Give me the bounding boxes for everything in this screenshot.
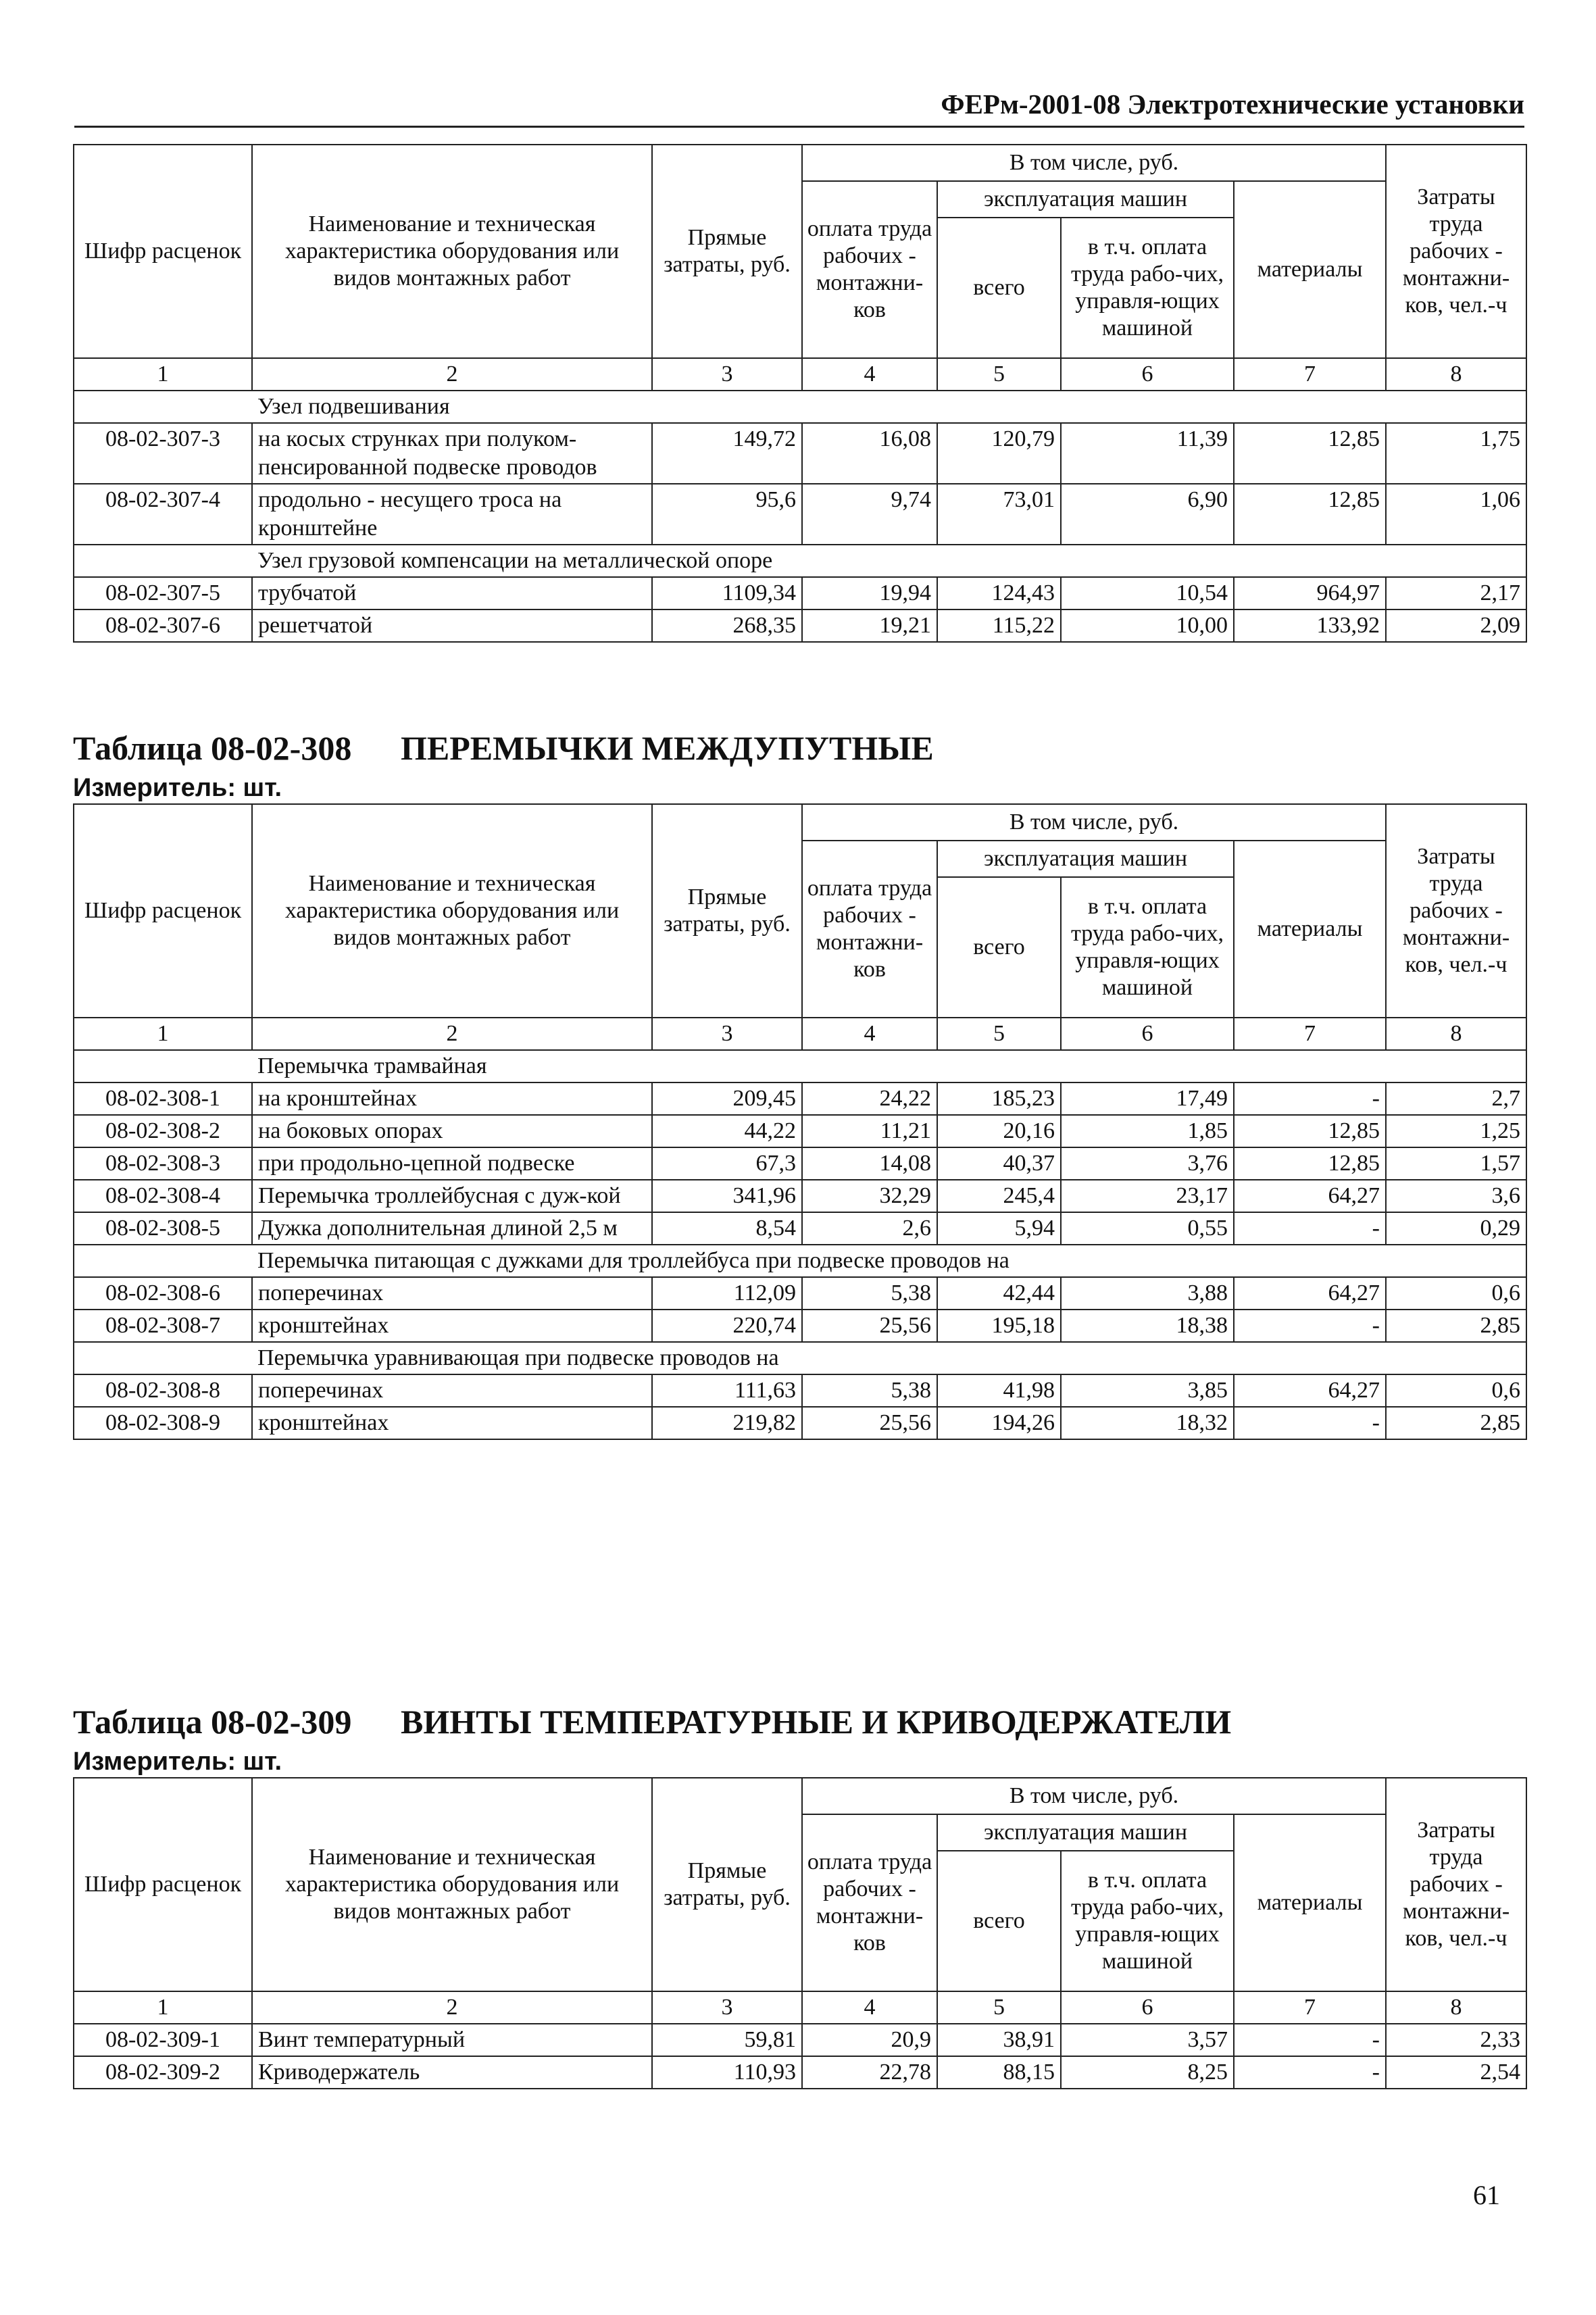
labor-pay-value: 25,56 [802, 1407, 937, 1439]
empty-cell [74, 1342, 252, 1374]
column-number: 7 [1234, 358, 1386, 391]
machines-total-value: 20,16 [937, 1115, 1061, 1147]
direct-costs-value: 149,72 [652, 423, 802, 484]
rate-code: 08-02-307-6 [74, 609, 252, 642]
labor-hours-value: 3,6 [1386, 1180, 1526, 1212]
column-number: 4 [802, 1991, 937, 2024]
group-row [74, 1050, 1526, 1082]
machines-total-value: 194,26 [937, 1407, 1061, 1439]
running-header: ФЕРм-2001-08 Электротехнические установки [74, 86, 1524, 128]
labor-pay-value: 25,56 [802, 1310, 937, 1342]
column-number: 7 [1234, 1018, 1386, 1050]
materials-value: 12,85 [1234, 423, 1386, 484]
group-name: Перемычка уравнивающая при подвеске проводов на [252, 1342, 1526, 1374]
table-header [74, 1778, 1526, 1991]
column-number: 2 [252, 358, 652, 391]
rates-table [73, 144, 1527, 643]
header-machines-labor: в т.ч. оплата труда рабо-чих, управля-ющих машиной [1061, 1851, 1234, 1991]
header-machines-labor: в т.ч. оплата труда рабо-чих, управля-ющих машиной [1061, 218, 1234, 358]
table-header [74, 804, 1526, 1018]
labor-hours-value: 2,85 [1386, 1310, 1526, 1342]
column-number: 2 [252, 1991, 652, 2024]
labor-hours-value: 2,7 [1386, 1082, 1526, 1115]
column-number: 8 [1386, 1018, 1526, 1050]
direct-costs-value: 341,96 [652, 1180, 802, 1212]
rate-code: 08-02-308-4 [74, 1180, 252, 1212]
header-materials: материалы [1234, 841, 1386, 1018]
empty-cell [74, 391, 252, 423]
header-name: Наименование и техническая характеристика оборудования или видов монтажных работ [252, 145, 652, 358]
column-number: 6 [1061, 1018, 1234, 1050]
direct-costs-value: 112,09 [652, 1277, 802, 1310]
column-number: 3 [652, 358, 802, 391]
group-name: Узел грузовой компенсации на металлической опоре [252, 545, 1526, 577]
table-header [74, 145, 1526, 358]
group-row [74, 391, 1526, 423]
direct-costs-value: 111,63 [652, 1374, 802, 1407]
table-row [74, 484, 1526, 545]
work-name: Дужка дополнительная длиной 2,5 м [252, 1212, 652, 1245]
materials-value: - [1234, 1407, 1386, 1439]
work-name: на кронштейнах [252, 1082, 652, 1115]
table-row [74, 1374, 1526, 1407]
header-machines: эксплуатация машин [937, 841, 1234, 877]
table-row [74, 1212, 1526, 1245]
materials-value: - [1234, 2024, 1386, 2056]
machines-total-value: 41,98 [937, 1374, 1061, 1407]
labor-hours-value: 2,33 [1386, 2024, 1526, 2056]
header-labor-pay: оплата труда рабочих - монтажни-ков [802, 181, 937, 358]
unit-of-measure: Измеритель: шт. [73, 774, 282, 802]
work-name: при продольно-цепной подвеске [252, 1147, 652, 1180]
header-including: В том числе, руб. [802, 145, 1386, 181]
work-name: Винт температурный [252, 2024, 652, 2056]
materials-value: - [1234, 1082, 1386, 1115]
table-row [74, 577, 1526, 609]
labor-hours-value: 1,75 [1386, 423, 1526, 484]
table-row [74, 1082, 1526, 1115]
direct-costs-value: 268,35 [652, 609, 802, 642]
column-numbers-row [74, 1018, 1526, 1050]
header-materials: материалы [1234, 1814, 1386, 1991]
table-08-02-309-block [73, 1701, 1526, 2089]
unit-of-measure: Измеритель: шт. [73, 1747, 282, 1776]
rate-code: 08-02-308-8 [74, 1374, 252, 1407]
header-direct-costs: Прямые затраты, руб. [652, 145, 802, 358]
header-labor-pay: оплата труда рабочих - монтажни-ков [802, 841, 937, 1018]
materials-value: 12,85 [1234, 1147, 1386, 1180]
header-labor-hours: Затраты труда рабочих - монтажни-ков, чел.-ч [1386, 1778, 1526, 1991]
header-code: Шифр расценок [74, 145, 252, 358]
header-machines-total: всего [937, 1851, 1061, 1991]
column-number: 3 [652, 1018, 802, 1050]
table-row [74, 1115, 1526, 1147]
labor-pay-value: 20,9 [802, 2024, 937, 2056]
header-machines-total: всего [937, 877, 1061, 1018]
header-code: Шифр расценок [74, 804, 252, 1018]
labor-pay-value: 9,74 [802, 484, 937, 545]
materials-value: 12,85 [1234, 484, 1386, 545]
labor-hours-value: 2,17 [1386, 577, 1526, 609]
header-including: В том числе, руб. [802, 804, 1386, 841]
direct-costs-value: 8,54 [652, 1212, 802, 1245]
rate-code: 08-02-308-2 [74, 1115, 252, 1147]
rate-code: 08-02-307-4 [74, 484, 252, 545]
machines-total-value: 115,22 [937, 609, 1061, 642]
labor-hours-value: 2,54 [1386, 2056, 1526, 2089]
work-name: трубчатой [252, 577, 652, 609]
table-row [74, 2024, 1526, 2056]
machines-labor-value: 1,85 [1061, 1115, 1234, 1147]
materials-value: 64,27 [1234, 1374, 1386, 1407]
materials-value: 133,92 [1234, 609, 1386, 642]
work-name: продольно - несущего троса на кронштейне [252, 484, 652, 545]
header-labor-hours: Затраты труда рабочих - монтажни-ков, чел.-ч [1386, 804, 1526, 1018]
rate-code: 08-02-308-1 [74, 1082, 252, 1115]
machines-labor-value: 10,54 [1061, 577, 1234, 609]
header-including: В том числе, руб. [802, 1778, 1386, 1814]
empty-cell [74, 1245, 252, 1277]
column-number: 4 [802, 358, 937, 391]
table-number: Таблица 08-02-308 [73, 729, 352, 767]
header-machines-labor: в т.ч. оплата труда рабо-чих, управля-ющих машиной [1061, 877, 1234, 1018]
work-name: кронштейнах [252, 1407, 652, 1439]
labor-pay-value: 11,21 [802, 1115, 937, 1147]
work-name: поперечинах [252, 1277, 652, 1310]
labor-hours-value: 1,06 [1386, 484, 1526, 545]
group-name: Узел подвешивания [252, 391, 1526, 423]
work-name: кронштейнах [252, 1310, 652, 1342]
materials-value: - [1234, 1212, 1386, 1245]
column-number: 8 [1386, 1991, 1526, 2024]
header-labor-pay: оплата труда рабочих - монтажни-ков [802, 1814, 937, 1991]
machines-total-value: 5,94 [937, 1212, 1061, 1245]
machines-labor-value: 3,76 [1061, 1147, 1234, 1180]
machines-labor-value: 3,85 [1061, 1374, 1234, 1407]
rates-table [73, 1777, 1527, 2089]
machines-total-value: 42,44 [937, 1277, 1061, 1310]
header-materials: материалы [1234, 181, 1386, 358]
header-machines-total: всего [937, 218, 1061, 358]
rate-code: 08-02-308-7 [74, 1310, 252, 1342]
labor-pay-value: 22,78 [802, 2056, 937, 2089]
table-title [73, 1701, 1526, 1742]
group-name: Перемычка трамвайная [252, 1050, 1526, 1082]
work-name: поперечинах [252, 1374, 652, 1407]
labor-pay-value: 5,38 [802, 1277, 937, 1310]
labor-pay-value: 19,94 [802, 577, 937, 609]
table-row [74, 423, 1526, 484]
table-row [74, 1277, 1526, 1310]
labor-pay-value: 14,08 [802, 1147, 937, 1180]
header-labor-hours: Затраты труда рабочих - монтажни-ков, чел.-ч [1386, 145, 1526, 358]
labor-pay-value: 16,08 [802, 423, 937, 484]
materials-value: - [1234, 1310, 1386, 1342]
rate-code: 08-02-307-5 [74, 577, 252, 609]
table-name: ПЕРЕМЫЧКИ МЕЖДУПУТНЫЕ [401, 729, 934, 767]
column-number: 8 [1386, 358, 1526, 391]
column-numbers-row [74, 358, 1526, 391]
table-name: ВИНТЫ ТЕМПЕРАТУРНЫЕ И КРИВОДЕРЖАТЕЛИ [401, 1703, 1232, 1741]
machines-total-value: 120,79 [937, 423, 1061, 484]
machines-labor-value: 18,32 [1061, 1407, 1234, 1439]
machines-total-value: 40,37 [937, 1147, 1061, 1180]
rate-code: 08-02-309-1 [74, 2024, 252, 2056]
group-row [74, 1245, 1526, 1277]
empty-cell [74, 1050, 252, 1082]
column-number: 2 [252, 1018, 652, 1050]
header-name: Наименование и техническая характеристика оборудования или видов монтажных работ [252, 804, 652, 1018]
table-number: Таблица 08-02-309 [73, 1703, 352, 1741]
column-number: 4 [802, 1018, 937, 1050]
labor-pay-value: 5,38 [802, 1374, 937, 1407]
direct-costs-value: 44,22 [652, 1115, 802, 1147]
group-name: Перемычка питающая с дужками для троллейбуса при подвеске проводов на [252, 1245, 1526, 1277]
machines-labor-value: 0,55 [1061, 1212, 1234, 1245]
direct-costs-value: 67,3 [652, 1147, 802, 1180]
labor-hours-value: 0,29 [1386, 1212, 1526, 1245]
column-number: 6 [1061, 358, 1234, 391]
machines-total-value: 185,23 [937, 1082, 1061, 1115]
labor-hours-value: 1,25 [1386, 1115, 1526, 1147]
direct-costs-value: 110,93 [652, 2056, 802, 2089]
machines-labor-value: 3,88 [1061, 1277, 1234, 1310]
column-number: 1 [74, 1018, 252, 1050]
machines-total-value: 88,15 [937, 2056, 1061, 2089]
machines-labor-value: 17,49 [1061, 1082, 1234, 1115]
machines-labor-value: 3,57 [1061, 2024, 1234, 2056]
machines-total-value: 124,43 [937, 577, 1061, 609]
materials-value: 964,97 [1234, 577, 1386, 609]
column-number: 7 [1234, 1991, 1386, 2024]
header-direct-costs: Прямые затраты, руб. [652, 804, 802, 1018]
column-numbers-row [74, 1991, 1526, 2024]
table-row [74, 1310, 1526, 1342]
labor-hours-value: 1,57 [1386, 1147, 1526, 1180]
machines-labor-value: 8,25 [1061, 2056, 1234, 2089]
table-row [74, 2056, 1526, 2089]
column-number: 1 [74, 1991, 252, 2024]
column-number: 5 [937, 1018, 1061, 1050]
header-machines: эксплуатация машин [937, 181, 1234, 218]
direct-costs-value: 59,81 [652, 2024, 802, 2056]
machines-labor-value: 18,38 [1061, 1310, 1234, 1342]
header-name: Наименование и техническая характеристика оборудования или видов монтажных работ [252, 1778, 652, 1991]
labor-pay-value: 32,29 [802, 1180, 937, 1212]
column-number: 5 [937, 1991, 1061, 2024]
rate-code: 08-02-308-3 [74, 1147, 252, 1180]
direct-costs-value: 1109,34 [652, 577, 802, 609]
labor-pay-value: 2,6 [802, 1212, 937, 1245]
table-08-02-308-block [73, 728, 1526, 1440]
rate-code: 08-02-308-9 [74, 1407, 252, 1439]
labor-hours-value: 0,6 [1386, 1374, 1526, 1407]
machines-total-value: 73,01 [937, 484, 1061, 545]
group-row [74, 545, 1526, 577]
labor-pay-value: 24,22 [802, 1082, 937, 1115]
work-name: на боковых опорах [252, 1115, 652, 1147]
direct-costs-value: 219,82 [652, 1407, 802, 1439]
rate-code: 08-02-308-6 [74, 1277, 252, 1310]
work-name: на косых струнках при полуком-пенсированной подвеске проводов [252, 423, 652, 484]
rate-code: 08-02-307-3 [74, 423, 252, 484]
work-name: Перемычка троллейбусная с дуж-кой [252, 1180, 652, 1212]
table-row [74, 1147, 1526, 1180]
empty-cell [74, 545, 252, 577]
column-number: 6 [1061, 1991, 1234, 2024]
materials-value: 12,85 [1234, 1115, 1386, 1147]
table-08-02-307-block [73, 144, 1526, 643]
direct-costs-value: 209,45 [652, 1082, 802, 1115]
machines-total-value: 38,91 [937, 2024, 1061, 2056]
table-row [74, 609, 1526, 642]
header-direct-costs: Прямые затраты, руб. [652, 1778, 802, 1991]
work-name: Криводержатель [252, 2056, 652, 2089]
machines-labor-value: 11,39 [1061, 423, 1234, 484]
materials-value: - [1234, 2056, 1386, 2089]
rate-code: 08-02-308-5 [74, 1212, 252, 1245]
column-number: 5 [937, 358, 1061, 391]
machines-labor-value: 23,17 [1061, 1180, 1234, 1212]
table-title [73, 728, 1526, 768]
machines-labor-value: 6,90 [1061, 484, 1234, 545]
header-machines: эксплуатация машин [937, 1814, 1234, 1851]
page-number: 61 [1473, 2180, 1500, 2210]
group-row [74, 1342, 1526, 1374]
table-row [74, 1407, 1526, 1439]
rates-table [73, 803, 1527, 1440]
materials-value: 64,27 [1234, 1277, 1386, 1310]
header-code: Шифр расценок [74, 1778, 252, 1991]
materials-value: 64,27 [1234, 1180, 1386, 1212]
column-number: 3 [652, 1991, 802, 2024]
labor-hours-value: 2,85 [1386, 1407, 1526, 1439]
labor-pay-value: 19,21 [802, 609, 937, 642]
machines-total-value: 245,4 [937, 1180, 1061, 1212]
machines-labor-value: 10,00 [1061, 609, 1234, 642]
column-number: 1 [74, 358, 252, 391]
work-name: решетчатой [252, 609, 652, 642]
machines-total-value: 195,18 [937, 1310, 1061, 1342]
table-row [74, 1180, 1526, 1212]
rate-code: 08-02-309-2 [74, 2056, 252, 2089]
direct-costs-value: 95,6 [652, 484, 802, 545]
direct-costs-value: 220,74 [652, 1310, 802, 1342]
labor-hours-value: 0,6 [1386, 1277, 1526, 1310]
labor-hours-value: 2,09 [1386, 609, 1526, 642]
